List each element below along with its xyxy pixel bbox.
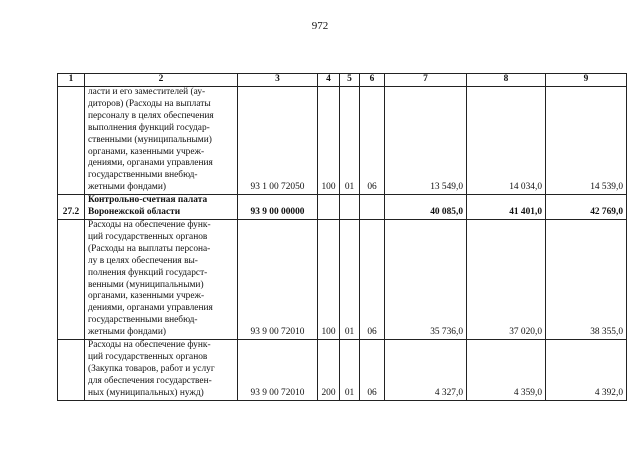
row-pr: [360, 195, 385, 220]
header-col-9: 9: [546, 74, 627, 87]
row-name-line: Контрольно-счетная палата: [88, 195, 208, 206]
row-name-line: Воронежской области: [88, 207, 181, 218]
row-index: [58, 87, 85, 195]
row-name-line: Расходы на обеспечение функ-: [88, 340, 211, 351]
row-name-line: органами, казенными учреж-: [88, 291, 205, 302]
header-col-3: 3: [238, 74, 318, 87]
row-value-2020: 37 020,0: [467, 219, 546, 339]
row-name-line: (Расходы на выплаты персона-: [88, 243, 211, 254]
row-name-line: лу в целях обеспечения вы-: [88, 255, 198, 266]
row-value-2021: 38 355,0: [546, 219, 627, 339]
row-name-line: органами, казенными учреж-: [88, 146, 205, 157]
row-rz: 01: [340, 219, 360, 339]
row-name-line: дениями, органами управления: [88, 158, 213, 169]
row-rz: 01: [340, 87, 360, 195]
row-value-2020: 14 034,0: [467, 87, 546, 195]
row-name-line: ций государственных органов: [88, 231, 208, 242]
row-name: [85, 340, 238, 401]
table-row: [58, 219, 627, 339]
row-index: 27.2: [58, 195, 85, 220]
row-name-line: (Закупка товаров, работ и услуг: [88, 363, 215, 374]
row-value-2020: 41 401,0: [467, 195, 546, 220]
row-name: [85, 195, 238, 220]
row-vr: 200: [318, 340, 340, 401]
row-value-2019: 13 549,0: [385, 87, 467, 195]
row-value-2019: 40 085,0: [385, 195, 467, 220]
row-name-line: жетными фондами): [88, 327, 167, 338]
header-col-2: 2: [85, 74, 238, 87]
row-index: [58, 219, 85, 339]
row-value-2021: 14 539,0: [546, 87, 627, 195]
row-name-line: выполнения функций государ-: [88, 122, 210, 133]
row-value-2019: 4 327,0: [385, 340, 467, 401]
table-row: [58, 340, 627, 401]
row-name-line: полнения функций государст-: [88, 267, 208, 278]
row-code: 93 9 00 72010: [238, 219, 318, 339]
table-row: [58, 195, 627, 220]
row-vr: 100: [318, 219, 340, 339]
row-code: 93 9 00 72010: [238, 340, 318, 401]
row-code: 93 1 00 72050: [238, 87, 318, 195]
header-col-1: 1: [58, 74, 85, 87]
row-name: [85, 87, 238, 195]
row-pr: 06: [360, 87, 385, 195]
row-value-2021: 42 769,0: [546, 195, 627, 220]
table-body: [58, 87, 627, 401]
header-row: [58, 74, 627, 87]
row-name-line: ных (муниципальных) нужд): [88, 387, 204, 398]
row-name-line: диторов) (Расходы на выплаты: [88, 98, 211, 109]
row-name-line: Расходы на обеспечение функ-: [88, 219, 211, 230]
row-name-line: ций государственных органов: [88, 351, 208, 362]
header-col-8: 8: [467, 74, 546, 87]
page-number: 972: [311, 20, 329, 32]
header-col-6: 6: [360, 74, 385, 87]
row-vr: [318, 195, 340, 220]
row-name-line: жетными фондами): [88, 182, 167, 193]
row-name-line: дениями, органами управления: [88, 303, 213, 314]
header-col-5: 5: [340, 74, 360, 87]
row-name-line: государственными внебюд-: [88, 170, 198, 181]
row-code: 93 9 00 00000: [238, 195, 318, 220]
row-name-line: персоналу в целях обеспечения: [88, 110, 214, 121]
row-value-2021: 4 392,0: [546, 340, 627, 401]
row-pr: 06: [360, 340, 385, 401]
row-pr: 06: [360, 219, 385, 339]
row-name-line: ственными (муниципальными): [88, 134, 212, 145]
row-name-line: государственными внебюд-: [88, 315, 198, 326]
header-col-7: 7: [385, 74, 467, 87]
row-name-line: ласти и его заместителей (ау-: [88, 87, 206, 97]
row-index: [58, 340, 85, 401]
row-name: [85, 219, 238, 339]
table-row: [58, 87, 627, 195]
row-name-line: для обеспечения государствен-: [88, 375, 212, 386]
row-rz: [340, 195, 360, 220]
row-value-2020: 4 359,0: [467, 340, 546, 401]
header-col-4: 4: [318, 74, 340, 87]
budget-table: [57, 73, 627, 401]
row-value-2019: 35 736,0: [385, 219, 467, 339]
row-rz: 01: [340, 340, 360, 401]
row-vr: 100: [318, 87, 340, 195]
row-name-line: венными (муниципальными): [88, 279, 204, 290]
